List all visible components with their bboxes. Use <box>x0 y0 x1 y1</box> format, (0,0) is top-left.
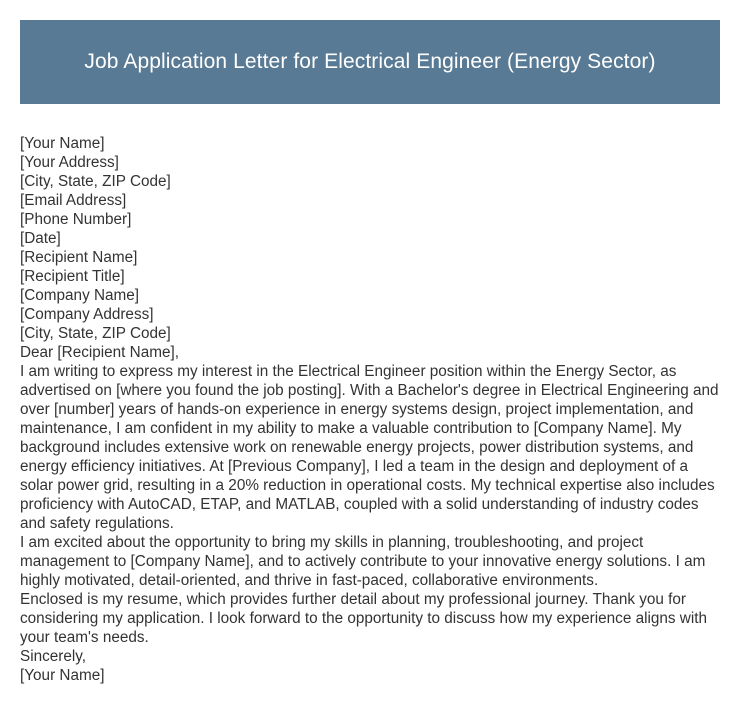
recipient-name: [Recipient Name] <box>20 249 138 266</box>
sender-address: [Your Address] <box>20 154 119 171</box>
sender-city-state-zip: [City, State, ZIP Code] <box>20 173 171 190</box>
sender-name: [Your Name] <box>20 135 105 152</box>
recipient-address: [Company Address] <box>20 306 154 323</box>
recipient-company: [Company Name] <box>20 287 140 304</box>
title-banner <box>20 20 720 104</box>
recipient-title: [Recipient Title] <box>20 268 125 285</box>
closing: Sincerely, <box>20 648 87 665</box>
paragraph-closing: Enclosed is my resume, which provides further detail about my professional journey. Thank you for considering my application. I look forward to the opportunity to discuss how my experience aligns with your team's needs. <box>20 591 708 646</box>
page-title: Job Application Letter for Electrical Engineer (Energy Sector) <box>84 50 656 73</box>
letter-date: [Date] <box>20 230 61 247</box>
salutation: Dear [Recipient Name], <box>20 344 179 361</box>
signature: [Your Name] <box>20 667 105 684</box>
sender-email: [Email Address] <box>20 192 127 209</box>
paragraph-motivation: I am excited about the opportunity to bring my skills in planning, troubleshooting, and project management to [Company Name], and to actively contribute to your innovative energy solutions. I am highly motivated, detail-oriented, and thrive in fast-paced, collaborative environments. <box>20 534 706 589</box>
sender-phone: [Phone Number] <box>20 211 132 228</box>
recipient-city-state-zip: [City, State, ZIP Code] <box>20 325 171 342</box>
paragraph-intro: I am writing to express my interest in the Electrical Engineer position within the Energy Sector, as advertised on [where you found the job posting]. With a Bachelor's degree in Electrical Engineering and over [number] years of hands-on experience in energy systems design, project implementation, and maintenance, I am confident in my ability to make a valuable contribution to [Company Name]. My background includes extensive work on renewable energy projects, power distribution systems, and energy efficiency initiatives. At [Previous Company], I led a team in the design and deployment of a solar power grid, resulting in a 20% reduction in operational costs. My technical expertise also includes proficiency with AutoCAD, ETAP, and MATLAB, coupled with a solid understanding of industry codes and safety regulations. <box>20 363 719 532</box>
letter-body <box>20 134 722 685</box>
